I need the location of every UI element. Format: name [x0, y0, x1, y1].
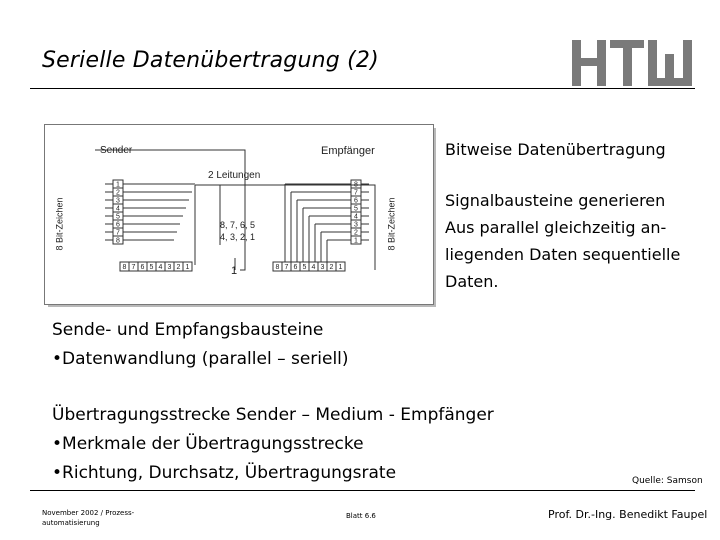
- sender-register-label: 8: [122, 264, 127, 271]
- receiver-register-label: 4: [311, 264, 316, 271]
- receiver-bit-label: 8: [354, 181, 358, 189]
- footer-course: automatisierung: [42, 519, 100, 527]
- sender-bit-label: 7: [116, 229, 120, 237]
- right-axis-label: 8 Bit-Zeichen: [386, 197, 397, 251]
- htw-logo: [572, 38, 694, 88]
- sequence-label-1: 8, 7, 6, 5: [220, 220, 256, 230]
- sender-bit-label: 2: [116, 189, 120, 197]
- receiver-register-label: 7: [284, 264, 289, 271]
- receiver-register-label: 1: [338, 264, 343, 271]
- receiver-register-label: 5: [302, 264, 307, 271]
- receiver-bit-label: 5: [354, 205, 358, 213]
- side-line: liegenden Daten sequentielle: [445, 245, 681, 264]
- sender-bit-label: 6: [116, 221, 120, 229]
- sender-register-label: 7: [131, 264, 136, 271]
- receiver-register-label: 6: [293, 264, 298, 271]
- sender-bit-label: 1: [116, 181, 120, 189]
- sender-bit-label: 5: [116, 213, 120, 221]
- side-line: Daten.: [445, 272, 499, 291]
- side-heading: Bitweise Datenübertragung: [445, 140, 666, 159]
- receiver-bit-label: 1: [354, 237, 358, 245]
- sender-bit-label: 3: [116, 197, 120, 205]
- body-line: •Merkmale der Übertragungsstrecke: [52, 434, 364, 454]
- sender-register-label: 6: [140, 264, 145, 271]
- footer-date: November 2002 / Prozess-: [42, 509, 135, 517]
- body-line: •Richtung, Durchsatz, Übertragungsrate: [52, 463, 397, 483]
- receiver-bit-label: 2: [354, 229, 358, 237]
- ground-label: 1: [231, 265, 238, 277]
- title-divider: [30, 88, 695, 89]
- footer-left: [42, 508, 162, 528]
- body-line: Übertragungsstrecke Sender – Medium - Empfänger: [52, 405, 494, 425]
- sender-register-label: 3: [167, 264, 172, 271]
- lines-label: 2 Leitungen: [208, 170, 261, 181]
- footer-author: Prof. Dr.-Ing. Benedikt Faupel: [548, 508, 708, 521]
- body-block-2: [52, 401, 494, 488]
- receiver-bit-label: 3: [354, 221, 358, 229]
- sender-register-label: 4: [158, 264, 163, 271]
- side-line: Signalbausteine generieren: [445, 191, 666, 210]
- sequence-label-2: 4, 3, 2, 1: [220, 232, 256, 242]
- sender-label: Sender: [100, 145, 133, 156]
- serial-transmission-diagram: [44, 124, 434, 305]
- body-line: Sende- und Empfangsbausteine: [52, 320, 324, 340]
- body-block-1: [52, 316, 349, 374]
- side-line: Aus parallel gleichzeitig an-: [445, 218, 667, 237]
- footer-page: Blatt 6.6: [346, 512, 376, 520]
- left-axis-label: 8 Bit-Zeichen: [54, 197, 65, 251]
- receiver-register-label: 2: [329, 264, 334, 271]
- body-line: •Datenwandlung (parallel – seriell): [52, 349, 349, 369]
- sender-register-label: 1: [185, 264, 190, 271]
- receiver-register-label: 8: [275, 264, 280, 271]
- sender-bit-label: 8: [116, 237, 120, 245]
- receiver-bit-label: 6: [354, 197, 358, 205]
- receiver-label: Empfänger: [321, 145, 375, 157]
- receiver-bit-label: 7: [354, 189, 358, 197]
- sender-bit-label: 4: [116, 205, 120, 213]
- sender-register-label: 5: [149, 264, 154, 271]
- receiver-bit-label: 4: [354, 213, 358, 221]
- sender-register-label: 2: [176, 264, 181, 271]
- footer-divider: [30, 490, 695, 491]
- slide-title: Serielle Datenübertragung (2): [42, 48, 379, 73]
- side-text: [445, 136, 715, 295]
- source-note: Quelle: Samson: [632, 476, 703, 486]
- receiver-register-label: 3: [320, 264, 325, 271]
